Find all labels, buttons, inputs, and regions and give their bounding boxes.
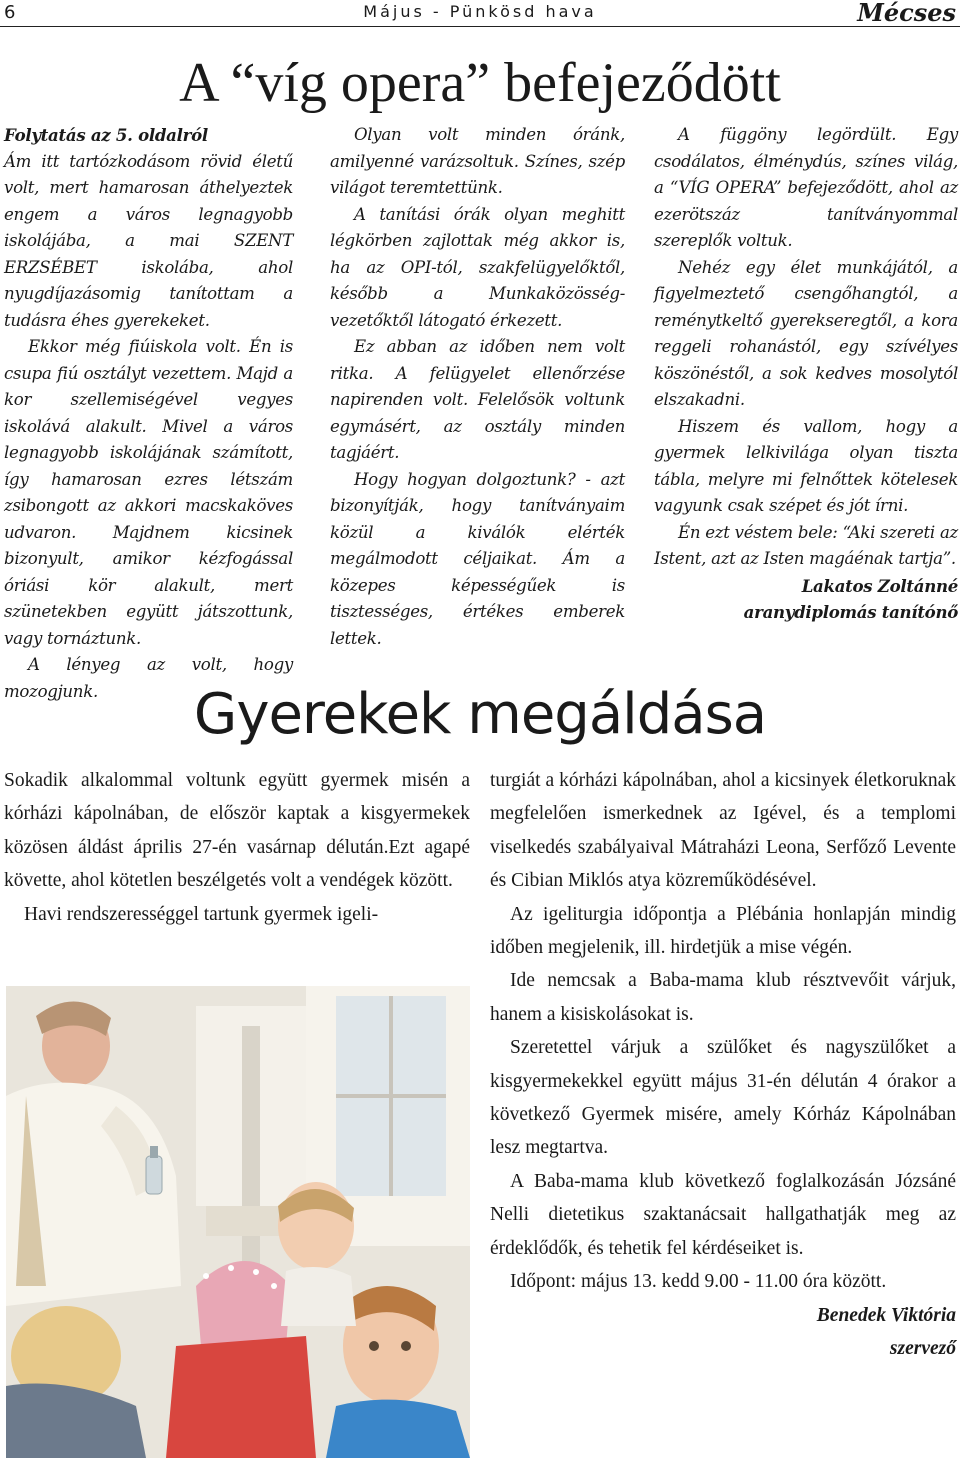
author-role: aranydiplomás tanítónő (743, 602, 958, 622)
paragraph: Sokadik alkalommal voltunk együtt gyermek misén a kórházi kápolnában, de először kaptak a kisgyermekek közösen áldást április 27-én vasárnap délután.Ezt agapé követte, ahol kötetlen beszélgetés volt a vendégek között. (4, 770, 470, 892)
paragraph: A tanítási órák olyan meghitt légkörben zajlottak még akkor is, ha az OPI-tól, szakfelügyelőktől, később a Munkaközösség-vezetőktől látogató érkezett. (330, 204, 625, 330)
paragraph: Ekkor még fiúiskola volt. Én is csupa fiú osztályt vezettem. Majd a kor szellemiségével vegyes iskolává alakult. Mivel a város legnagyobb iskolájának számított, így hamarosan ezres létszám zsibongott az akkori macskaköves udvaron. Majdnem kicsinek bizonyult, amikor kézfogással óriási kör alakult, mert szünetekben együtt játszottunk, vagy tornáztunk. (4, 337, 293, 648)
author-name: Benedek Viktória (816, 1304, 956, 1326)
paragraph: Ám itt tartózkodásom rövid életű volt, mert hamarosan áthelyeztek engem a város legnagyobb iskolájába, a mai SZENT ERZSÉBET iskolába, ahol nyugdíjazásomig tanítottam a tudásra éhes gyerekeket. (4, 151, 293, 330)
paragraph: A függöny legördült. Egy csodálatos, élménydús, színes világ, a “VÍG OPERA” befejeződött, ahol az ezerötszáz tanítványommal szereplők voltuk. (654, 125, 958, 250)
paragraph: A lényeg az volt, hogy mozogjunk. (4, 655, 293, 701)
article2-column-2 (490, 764, 956, 1365)
paragraph: Az igeliturgia időpontja a Plébánia honlapján mindig időben megjelenik, ill. hirdetjük a mise végén. (490, 903, 956, 959)
photo-children-blessing (6, 986, 470, 1458)
issue-label: Május - Pünkösd hava (363, 2, 597, 21)
paragraph: Hogy hogyan dolgoztunk? - azt bizonyítják, hogy tanítványaim közül a kiválók elérték megálmodott céljaikat. Ám a közepes képességűek is tisztességes, értékes emberek lettek. (330, 469, 625, 648)
paragraph: Szeretettel várjuk a szülőket és nagyszülőket a kisgyermekekkel együtt május 31-én délután 4 órakor a következő Gyermek misére, amely Kórház Kápolnában lesz megtartva. (490, 1037, 956, 1159)
paragraph: Hiszem és vallom, hogy a gyermek lelkivilága olyan tiszta tábla, melyre mi felnőttek kötelesek vagyunk csak szépet és jót írni. (654, 416, 958, 515)
author-name: Lakatos Zoltánné (801, 575, 958, 596)
paragraph: Nehéz egy élet munkájától, a figyelmeztető csengőhangtól, a reménytkeltő gyerekseregtől, a kora reggeli rohanástól, egy szívélyes köszönéstől, a sok kedves mosolytól elszakadni. (654, 257, 958, 409)
paragraph: Ide nemcsak a Baba-mama klub résztvevőit várjuk, hanem a kisiskolásokat is. (490, 970, 956, 1025)
publication-logo: Mécses (857, 0, 956, 27)
article1-column-1 (4, 122, 293, 705)
article-title: A “víg opera” befejeződött (179, 52, 781, 114)
paragraph: turgiát a kórházi kápolnában, ahol a kicsinyek életkoruknak megfelelően ismerkednek az Igével, és a templomi viselkedés szabályaival Mátraházi Leona, Serfőző Levente és Cibian Miklós atya közreműködésével. (490, 770, 956, 892)
continuation-note: Folytatás az 5. oldalról (4, 125, 208, 145)
paragraph: Olyan volt minden óránk, amilyenné varázsoltuk. Színes, szép világot teremtettünk. (330, 125, 625, 197)
author-role: szervező (889, 1337, 956, 1359)
paragraph: Havi rendszerességgel tartunk gyermek igeli- (24, 903, 379, 925)
article1-column-3 (654, 122, 958, 626)
paragraph: A Baba-mama klub következő foglalkozásán Józsáné Nelli dietetikus szaktanácsait hallgathatják meg az érdeklődők, és tehetik fel kérdéseiket is. (490, 1170, 956, 1259)
paragraph: Én ezt véstem bele: “Aki szereti az Istent, azt az Isten magáénak tartja”. (654, 522, 958, 568)
article1-column-2 (330, 122, 625, 652)
page-number: 6 (4, 2, 16, 23)
paragraph: Időpont: május 13. kedd 9.00 - 11.00 óra között. (510, 1271, 887, 1293)
photo-illustration (6, 986, 470, 1458)
article-title: Gyerekek megáldása (193, 682, 767, 747)
paragraph: Ez abban az időben nem volt ritka. A felügyelet ellenőrzése napirenden volt. Felelősök voltunk egymásért, az osztály minden tagjáért. (330, 337, 625, 462)
article2-column-1 (4, 764, 470, 931)
